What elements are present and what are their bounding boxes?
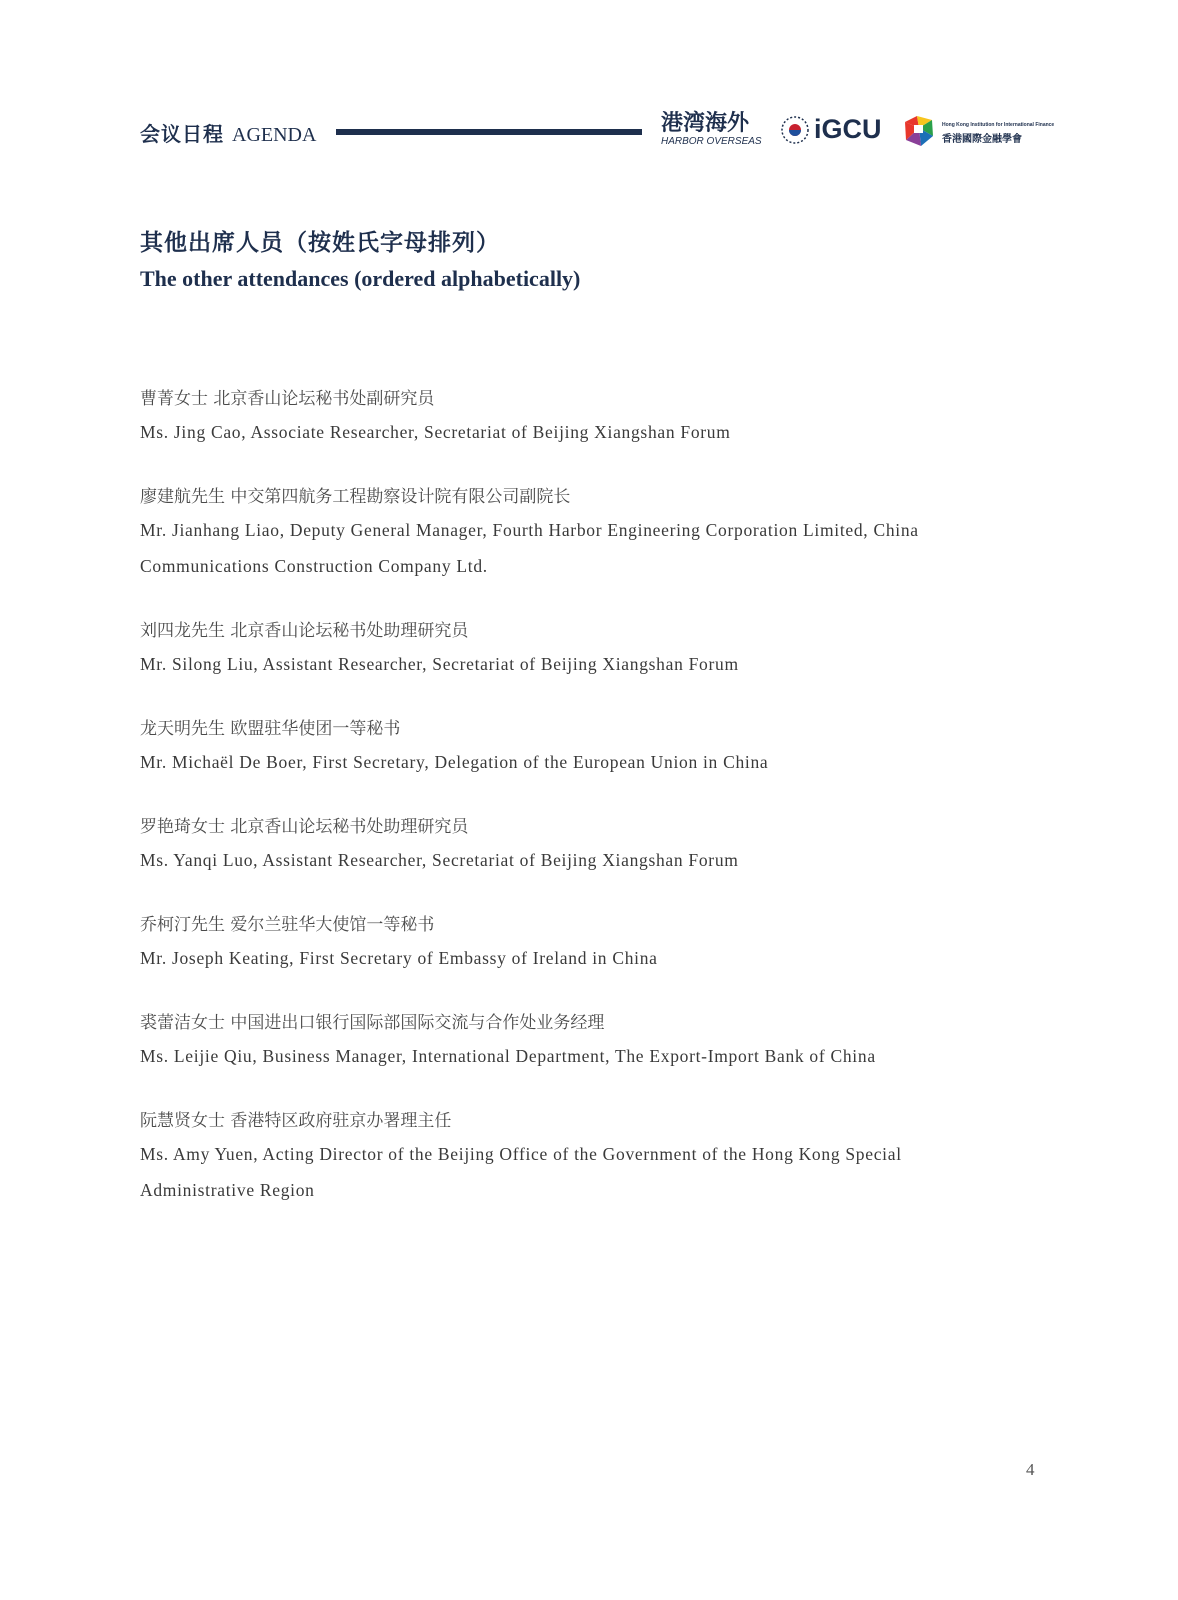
igcu-wordmark: iGCU xyxy=(814,114,882,144)
list-item xyxy=(140,1010,975,1074)
page-number: 4 xyxy=(1026,1460,1035,1479)
attendee-name-cn: 曹菁女士 北京香山论坛秘书处副研究员 xyxy=(140,389,435,409)
attendee-name-en: Ms. Amy Yuen, Acting Director of the Beijing Office of the Government of the Hong Kong Special Administrative Region xyxy=(140,1144,902,1200)
list-item xyxy=(140,912,975,976)
attendee-name-en: Ms. Leijie Qiu, Business Manager, International Department, The Export-Import Bank of China xyxy=(140,1046,876,1066)
attendee-list xyxy=(140,386,975,1242)
attendee-name-cn: 阮慧贤女士 香港特区政府驻京办署理主任 xyxy=(140,1111,452,1131)
list-item xyxy=(140,814,975,878)
hkiif-emblem-icon xyxy=(902,114,936,148)
harbor-logo-en: HARBOR OVERSEAS xyxy=(661,136,762,147)
igcu-logo xyxy=(780,113,892,149)
attendee-name-cn: 乔柯汀先生 爱尔兰驻华大使馆一等秘书 xyxy=(140,915,435,935)
hkiif-name-cn: 香港國際金融學會 xyxy=(942,134,1022,145)
attendee-name-cn: 廖建航先生 中交第四航务工程勘察设计院有限公司副院长 xyxy=(140,487,571,507)
attendee-name-cn: 罗艳琦女士 北京香山论坛秘书处助理研究员 xyxy=(140,817,469,837)
harbor-overseas-logo xyxy=(661,112,765,152)
list-item xyxy=(140,484,975,584)
list-item xyxy=(140,716,975,780)
section-title-en: The other attendances (ordered alphabetically) xyxy=(140,266,581,291)
attendee-name-en: Ms. Yanqi Luo, Assistant Researcher, Secretariat of Beijing Xiangshan Forum xyxy=(140,850,739,870)
attendee-name-en: Ms. Jing Cao, Associate Researcher, Secretariat of Beijing Xiangshan Forum xyxy=(140,422,731,442)
attendee-name-cn: 刘四龙先生 北京香山论坛秘书处助理研究员 xyxy=(140,621,469,641)
header-divider xyxy=(336,129,642,135)
hkiif-name-en: Hong Kong Institution for International Finance xyxy=(942,122,1055,128)
list-item xyxy=(140,386,975,450)
attendee-name-en: Mr. Jianhang Liao, Deputy General Manager, Fourth Harbor Engineering Corporation Limited, China Communications Construction Company Ltd. xyxy=(140,520,919,576)
attendee-name-cn: 龙天明先生 欧盟驻华使团一等秘书 xyxy=(140,719,401,739)
section-title-cn: 其他出席人员（按姓氏字母排列） xyxy=(140,230,500,256)
igcu-emblem-icon xyxy=(780,115,810,145)
attendee-name-en: Mr. Michaël De Boer, First Secretary, Delegation of the European Union in China xyxy=(140,752,769,772)
attendee-name-en: Mr. Joseph Keating, First Secretary of Embassy of Ireland in China xyxy=(140,948,658,968)
page-header xyxy=(140,111,1055,152)
header-title xyxy=(140,118,316,147)
attendee-name-cn: 裘蕾洁女士 中国进出口银行国际部国际交流与合作处业务经理 xyxy=(140,1013,605,1033)
harbor-logo-cn: 港湾海外 xyxy=(661,111,750,136)
header-title-en: AGENDA xyxy=(232,124,317,146)
hkiif-logo xyxy=(902,114,1055,150)
attendee-name-en: Mr. Silong Liu, Assistant Researcher, Secretariat of Beijing Xiangshan Forum xyxy=(140,654,739,674)
list-item xyxy=(140,1108,975,1208)
header-title-cn: 会议日程 xyxy=(140,122,224,146)
list-item xyxy=(140,618,975,682)
